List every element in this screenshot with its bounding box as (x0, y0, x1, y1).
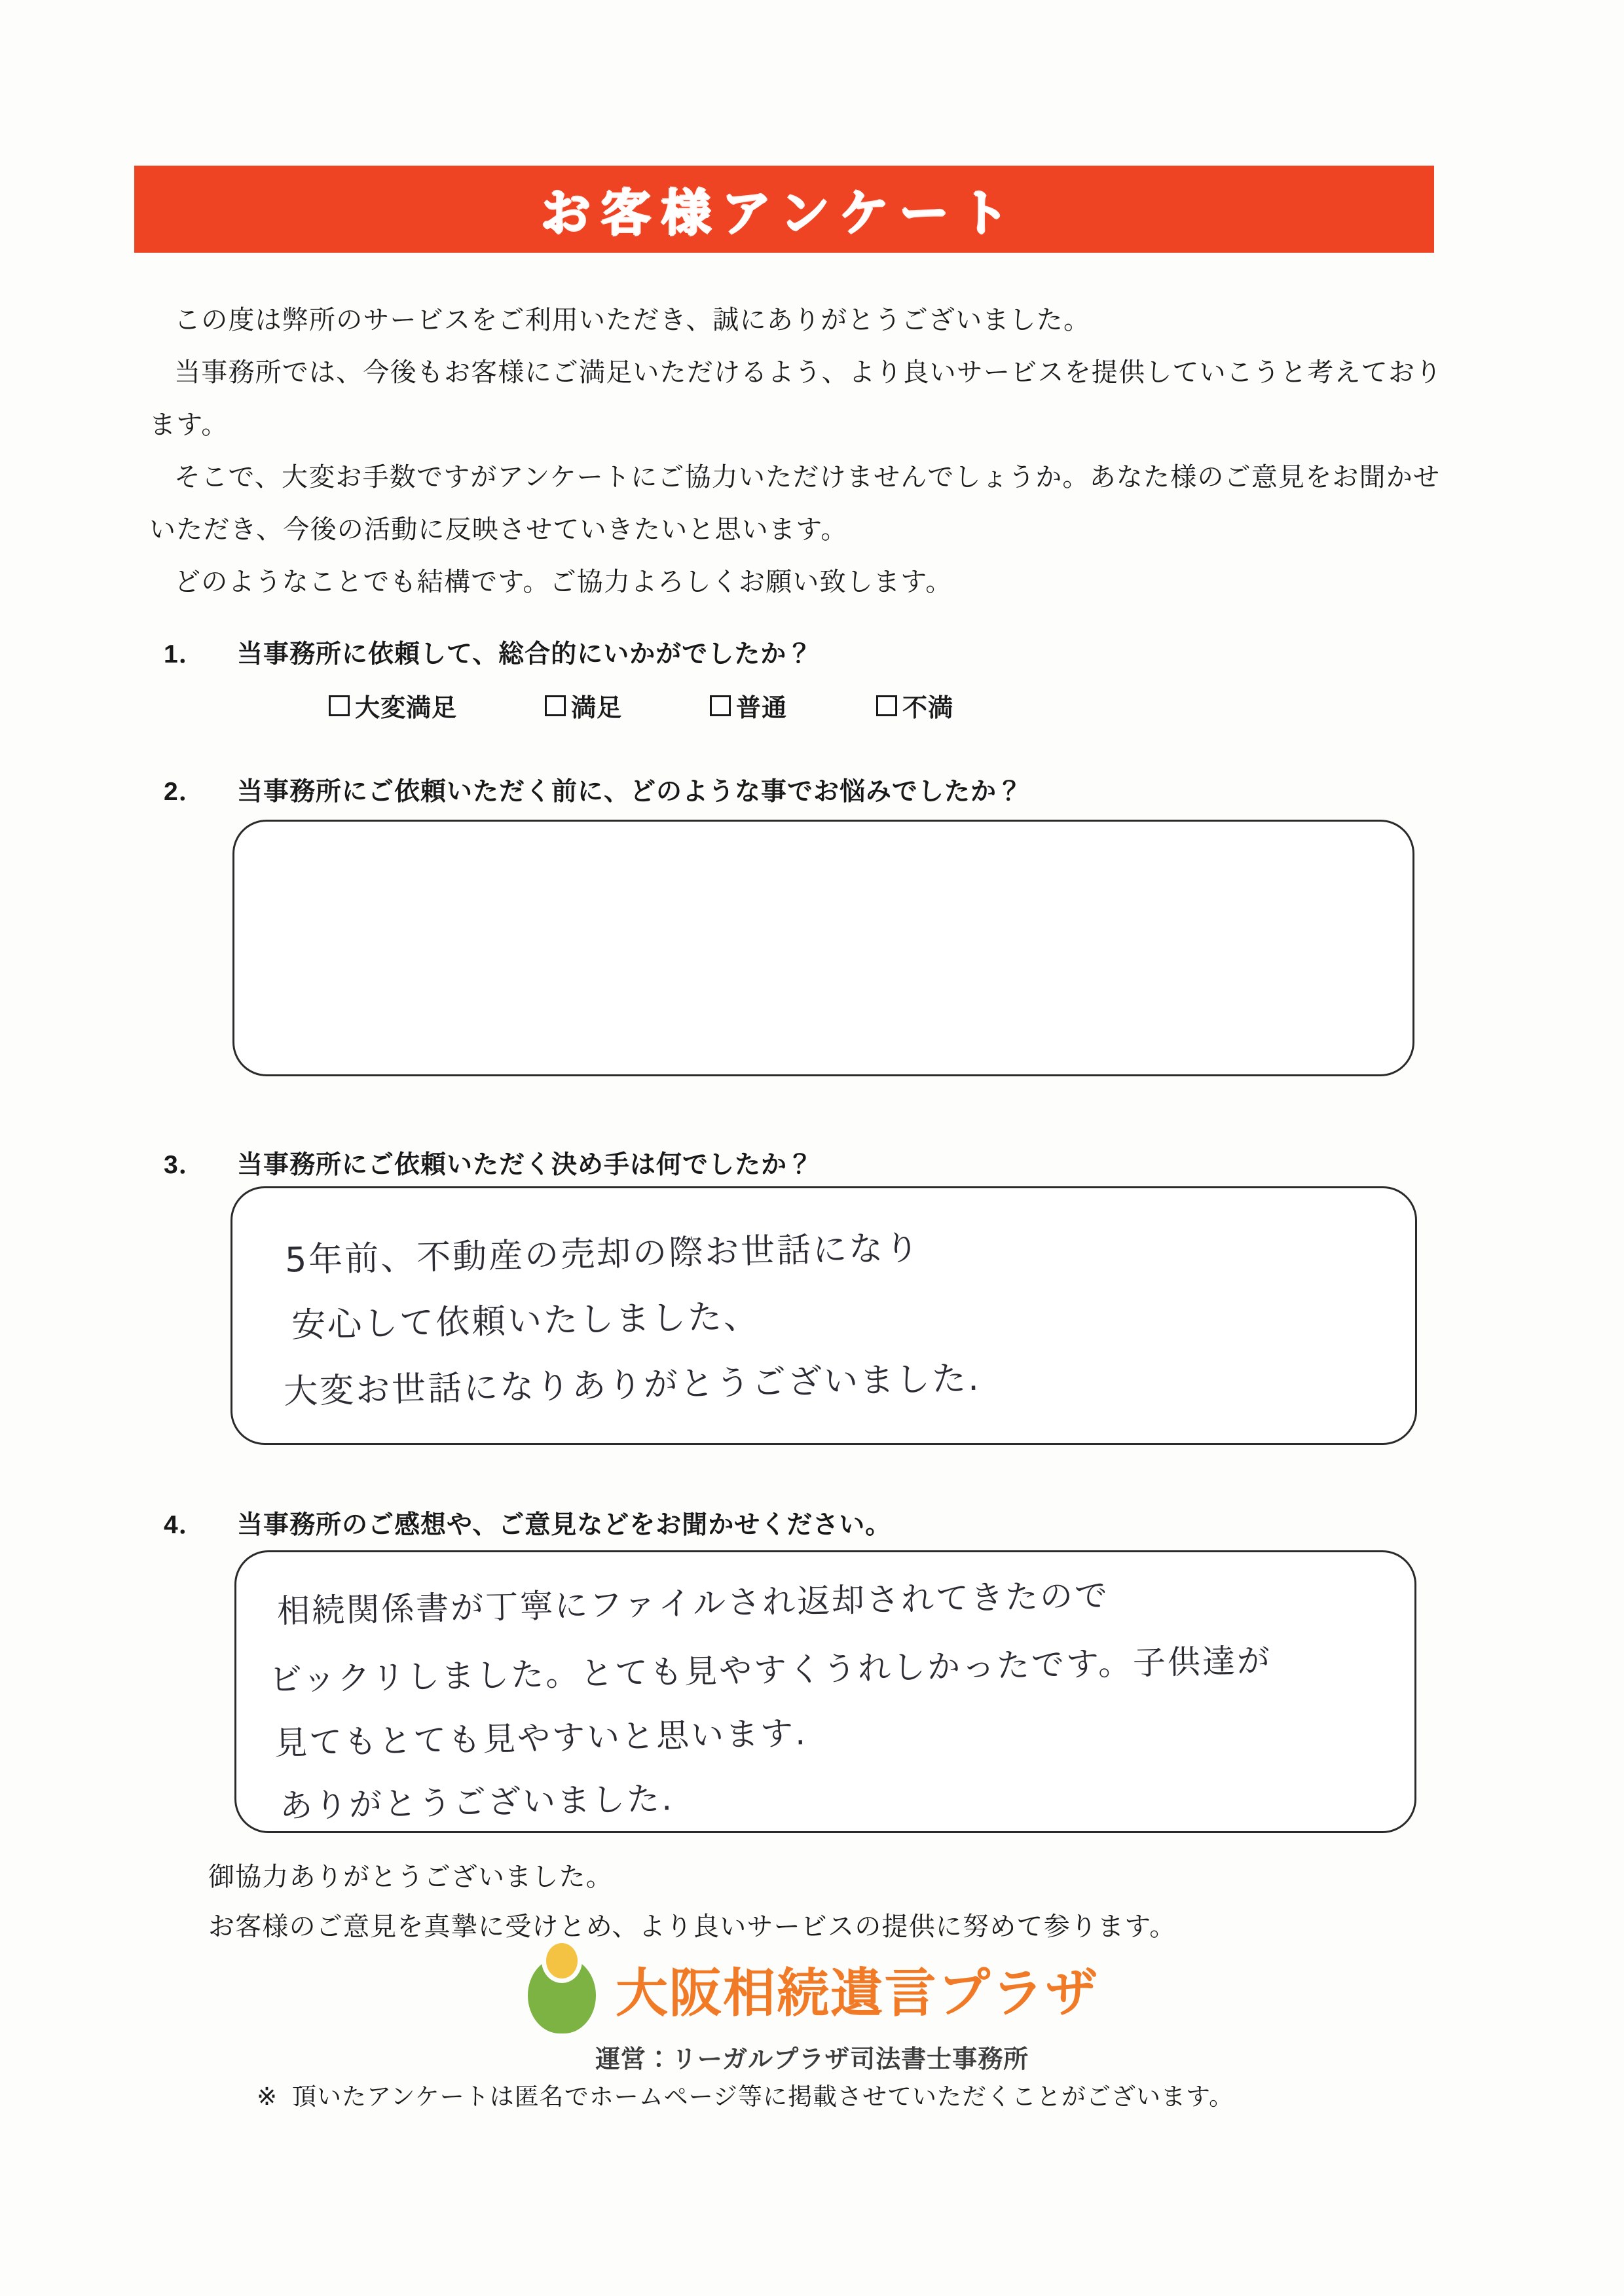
seed-circle-shape (546, 1943, 578, 1978)
choice-very-satisfied[interactable] (329, 687, 457, 723)
choice-label: 不満 (902, 695, 954, 722)
handwritten-line: 見てもとても見やすいと思います. (274, 1714, 808, 1762)
footnote-text: 頂いたアンケートは匿名でホームページ等に掲載させていただくことがございます。 (292, 2083, 1234, 2110)
question-2-answer-box[interactable] (232, 820, 1414, 1076)
question-4 (164, 1504, 1473, 1541)
logo-subtitle: 運営：リーガルプラザ司法書士事務所 (595, 2046, 1029, 2073)
question-4-text: 当事務所のご感想や、ご意見などをお聞かせください。 (237, 1511, 892, 1539)
question-1-heading (164, 634, 1473, 670)
question-3-answer-box[interactable] (231, 1186, 1417, 1445)
question-1 (164, 634, 1473, 723)
intro-line: この度は弊所のサービスをご利用いただき、誠にありがとうございました。 (174, 306, 1091, 335)
page-title: お客様アンケート (540, 186, 1020, 242)
company-logo (0, 1943, 1624, 2075)
handwritten-line: ビックリしました。とても見やすくうれしかったです。子供達が (268, 1641, 1272, 1699)
choice-neutral[interactable] (710, 687, 787, 723)
handwritten-line: 5年前、不動産の売却の際お世話になり (284, 1228, 921, 1281)
question-2-text: 当事務所にご依頼いただく前に、どのような事でお悩みでしたか？ (237, 778, 1024, 806)
question-2 (164, 771, 1473, 808)
question-3-heading (164, 1144, 1473, 1181)
leaf-sprout-icon (525, 1943, 599, 2033)
question-4-answer-box[interactable] (234, 1550, 1416, 1833)
logo-row (525, 1943, 1099, 2033)
handwritten-line: 相続関係書が丁寧にファイルされ返却されてきたので (276, 1576, 1110, 1631)
intro-line: そこで、大変お手数ですがアンケートにご協力いただけませんでしょうか。あなた様のご意見をお聞かせ (174, 463, 1441, 492)
choice-satisfied[interactable] (545, 687, 622, 723)
choice-label: 普通 (736, 695, 788, 722)
logo-name: 大阪相続遺言プラザ (616, 1963, 1099, 2022)
footnote (257, 2077, 1234, 2112)
question-1-text: 当事務所に依頼して、総合的にいかがでしたか？ (237, 640, 813, 668)
question-4-number: 4． (164, 1511, 205, 1539)
checkbox-icon[interactable] (329, 695, 350, 716)
reference-mark-icon: ※ (257, 2083, 278, 2110)
intro-line: どのようなことでも結構です。ご協力よろしくお願い致します。 (174, 568, 953, 596)
checkbox-icon[interactable] (710, 695, 731, 716)
question-2-heading (164, 771, 1473, 808)
question-1-number: 1． (164, 640, 205, 668)
handwritten-line: ありがとうございました. (279, 1779, 674, 1825)
intro-line: 当事務所では、今後もお客様にご満足いただけるよう、より良いサービスを提供していこうと考えており (174, 358, 1443, 387)
choice-dissatisfied[interactable] (876, 687, 953, 723)
question-3-text: 当事務所にご依頼いただく決め手は何でしたか？ (237, 1151, 814, 1179)
intro-text (149, 296, 1479, 610)
intro-line: いただき、今後の活動に反映させていきたいと思います。 (149, 515, 848, 544)
handwritten-line: 大変お世話になりありがとうございました. (283, 1358, 982, 1412)
handwritten-line: 安心して依頼いたしました、 (291, 1297, 760, 1345)
checkbox-icon[interactable] (545, 695, 566, 716)
question-3 (164, 1144, 1473, 1181)
question-4-heading (164, 1504, 1473, 1541)
choice-label: 大変満足 (355, 695, 458, 722)
checkbox-icon[interactable] (876, 695, 897, 716)
header-banner (134, 166, 1434, 253)
question-1-choices (164, 687, 1473, 723)
question-3-number: 3． (164, 1151, 205, 1179)
closing-line: お客様のご意見を真摯に受けとめ、より良いサービスの提供に努めて参ります。 (208, 1912, 1177, 1941)
closing-line: 御協力ありがとうございました。 (208, 1863, 613, 1891)
intro-line: ます。 (149, 410, 229, 439)
question-2-number: 2． (164, 778, 205, 806)
choice-label: 満足 (571, 695, 623, 722)
